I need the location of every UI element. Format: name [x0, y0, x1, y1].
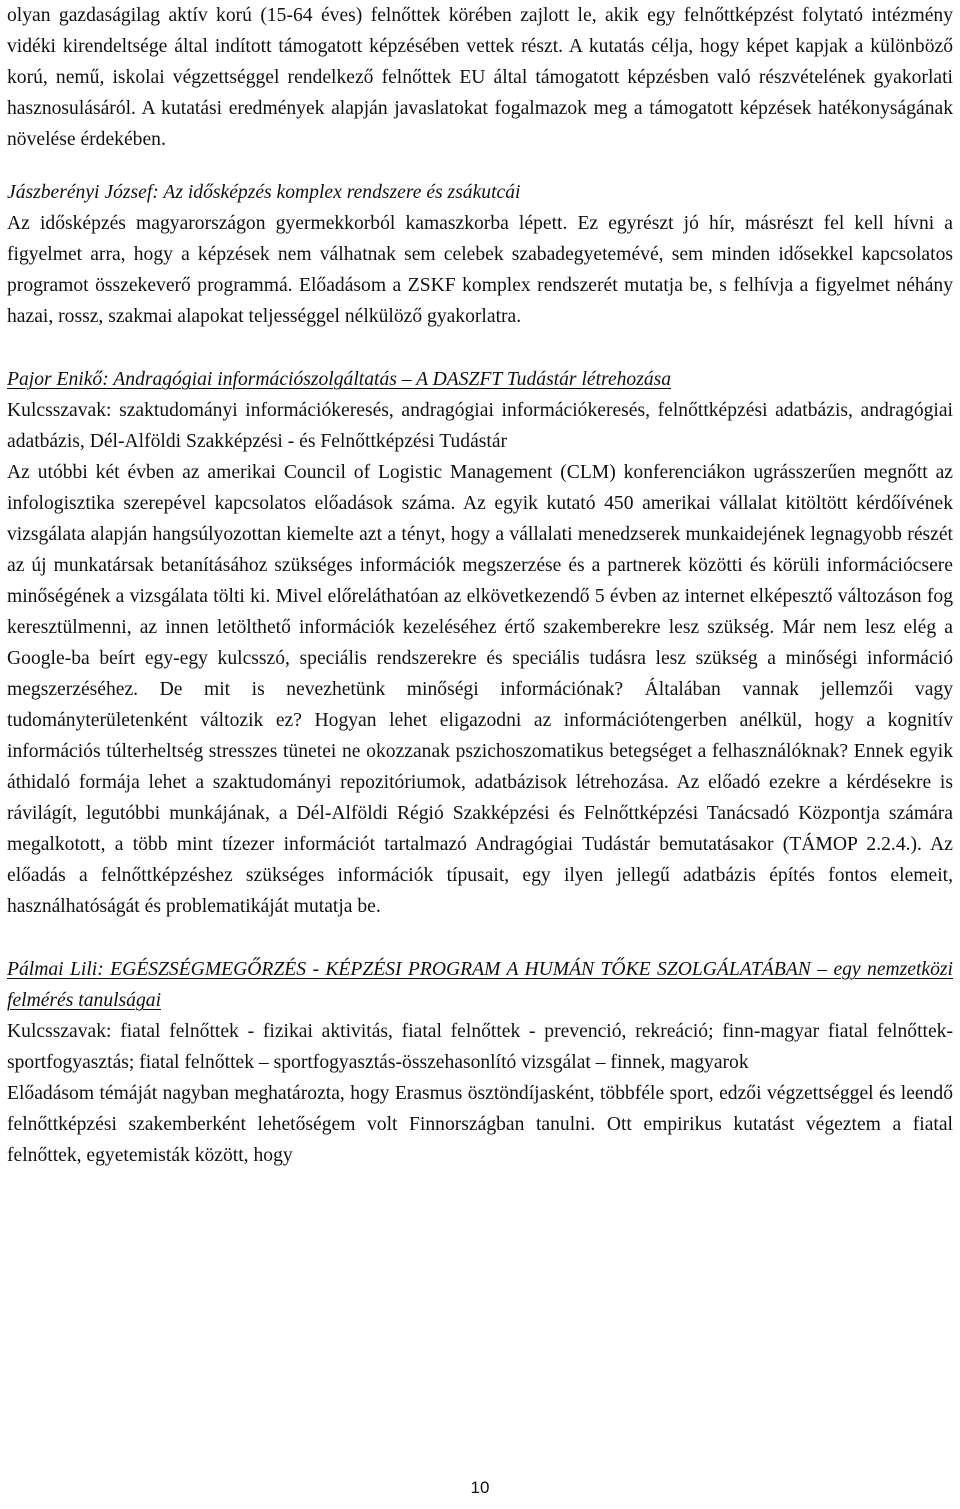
section-title: Pálmai Lili: EGÉSZSÉGMEGŐRZÉS - KÉPZÉSI PROGRAM A HUMÁN TŐKE SZOLGÁLATÁBAN – egy nemzetközi felmérés tanulságai	[7, 959, 953, 1011]
section-pajor	[7, 364, 953, 922]
spacer	[7, 155, 953, 177]
section-keywords: Kulcsszavak: fiatal felnőttek - fizikai aktivitás, fiatal felnőttek - prevenció, rekreáció; finn-magyar fiatal felnőttek- sportfogyasztás; fiatal felnőttek – sportfogyasztás-összehasonlító vizsgálat – finnek, magyarok	[7, 1021, 953, 1073]
section-title: Jászberényi József: Az idősképzés komplex rendszere és zsákutcái	[7, 182, 521, 203]
intro-paragraph: olyan gazdaságilag aktív korú (15-64 éves) felnőttek körében zajlott le, akik egy felnőttképzést folytató intézmény vidéki kirendeltsége által indított támogatott képzésében vettek részt. A kutatás célja, hogy képet kapjak a különböző korú, nemű, iskolai végzettséggel rendelkező felnőttek EU által támogatott képzésben való részvételének gyakorlati hasznosulásáról. A kutatási eredmények alapján javaslatokat fogalmazok meg a támogatott képzések hatékonyságának növelése érdekében.	[7, 5, 953, 150]
section-title: Pajor Enikő: Andragógiai információszolgáltatás – A DASZFT Tudástár létrehozása	[7, 369, 672, 390]
section-palmai	[7, 954, 953, 1171]
page-number: 10	[470, 1478, 490, 1497]
section-body: Az utóbbi két évben az amerikai Council of Logistic Management (CLM) konferenciákon ugrásszerűen megnőtt az infologisztika szerepével kapcsolatos előadások száma. Az egyik kutató 450 amerikai vállalat kitöltött kérdőívének vizsgálata alapján hangsúlyozottan kiemelte azt a tényt, hogy a vállalati menedzserek munkaidejének legnagyobb részét az új munkatársak betanításához szükséges információk megszerzése és a partnerek közötti és körüli információcsere minőségének a vizsgálata tölti ki. Mivel előreláthatóan az elkövetkezendő 5 évben az internet elképesztő változáson fog keresztülmenni, az innen letölthető információk kezeléséhez értő szakemberekre lesz szükség. Már nem lesz elég a Google-ba beírt egy-egy kulcsszó, speciális rendszerekre és speciális tudásra lesz szükség a minőségi információ megszerzéséhez. De mit is nevezhetünk minőségi információnak? Általában vannak jellemzői vagy tudományterületenként változik ez? Hogyan lehet eligazodni az információtengerben anélkül, hogy a kognitív információs túlterheltség stresszes tünetei ne okozzanak pszichoszomatikus betegséget a felhasználóknak? Ennek egyik áthidaló formája lehet a szaktudományi repozitóriumok, adatbázisok létrehozása. Az előadó ezekre a kérdésekre is rávilágít, legutóbbi munkájának, a Dél-Alföldi Régió Szakképzési és Felnőttképzési Tanácsadó Központja számára megalkotott, a több mint tízezer információt tartalmazó Andragógiai Tudástár bemutatásakor (TÁMOP 2.2.4.). Az előadás a felnőttképzéshez szükséges információk típusait, egy ilyen jellegű adatbázis építés fontos elemeit, használhatóságát és problematikáját mutatja be.	[7, 462, 953, 917]
section-body: Előadásom témáját nagyban meghatározta, hogy Erasmus ösztöndíjasként, többféle sport, edzői végzettséggel és leendő felnőttképzési szakemberként lehetőségem volt Finnországban tanulni. Ott empirikus kutatást végeztem a fiatal felnőttek, egyetemisták között, hogy	[7, 1083, 953, 1166]
spacer	[7, 922, 953, 954]
section-keywords: Kulcsszavak: szaktudományi információkeresés, andragógiai információkeresés, felnőttképzési adatbázis, andragógiai adatbázis, Dél-Alföldi Szakképzési - és Felnőttképzési Tudástár	[7, 400, 953, 452]
document-page	[7, 0, 953, 1171]
spacer	[7, 332, 953, 364]
section-body: Az idősképzés magyarországon gyermekkorból kamaszkorba lépett. Ez egyrészt jó hír, másrészt fel kell hívni a figyelmet arra, hogy a képzések nem válhatnak sem celebek szabadegyetemévé, sem minden idősekkel kapcsolatos programot összekeverő programmá. Előadásom a ZSKF komplex rendszerét mutatja be, s felhívja a figyelmet néhány hazai, rossz, szakmai alapokat teljességgel nélkülöző gyakorlatra.	[7, 213, 953, 327]
section-jaszberenyi	[7, 177, 953, 332]
